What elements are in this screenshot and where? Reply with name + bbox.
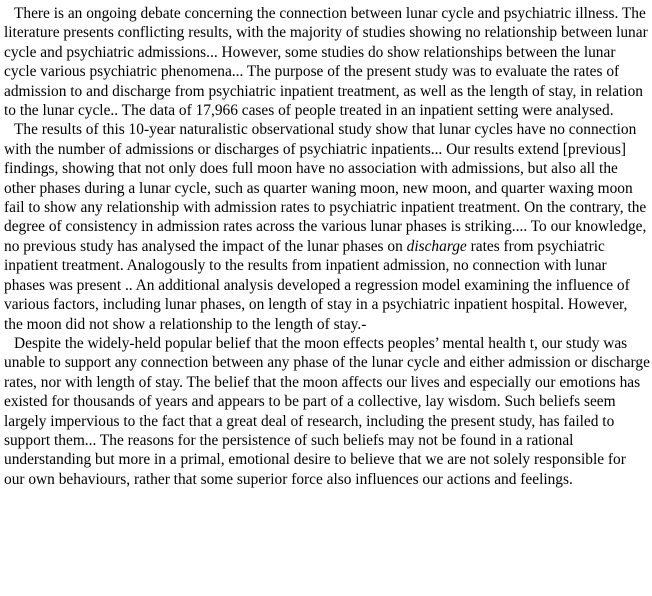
- paragraph-2: [4, 120, 650, 333]
- paragraph-1-text: There is an ongoing debate concerning the connection between lunar cycle and psychiatric illness. The literature presents conflicting results, with the majority of studies showing no relationship between lunar cycle and psychiatric admissions... However, some studies do show relationships between the lunar cycle various psychiatric phenomena... The purpose of the present study was to evaluate the rates of admission to and discharge from psychiatric inpatient treatment, as well as the length of stay, in relation to the lunar cycle.. The data of 17,966 cases of people treated in an inpatient setting were analysed.: [4, 5, 648, 120]
- paragraph-3-text: Despite the widely-held popular belief that the moon effects peoples’ mental health t, our study was unable to support any connection between any phase of the lunar cycle and either admission or discharge rates, nor with length of stay. The belief that the moon affects our lives and especially our emotions has existed for thousands of years and appears to be part of a collective, lay wisdom. Such beliefs seem largely impervious to the fact that a great deal of research, including the present study, has failed to support them... The reasons for the persistence of such beliefs may not be found in a rational understanding but more in a primal, emotional desire to believe that we are not solely responsible for our own behaviours, rather that some superior force also influences our actions and feelings.: [4, 334, 650, 488]
- paragraph-2-text-a: The results of this 10-year naturalistic observational study show that lunar cycles have no connection with the number of admissions or discharges of psychiatric inpatients... Our results extend [previous] findings, showing that not only does full moon have no association with admissions, but also all the other phases during a lunar cycle, such as quarter waning moon, new moon, and quarter waxing moon fail to show any relationship with admission rates to psychiatric inpatient treatment. On the contrary, the degree of consistency in admission rates across the various lunar phases is striking.... To our knowledge, no previous study has analysed the impact of the lunar phases on: [4, 121, 647, 255]
- paragraph-2-text-b: rates from psychiatric inpatient treatment. Analogously to the results from inpatient admission, no connection with lunar phases was present .. An additional analysis developed a regression model examining the influence of various factors, including lunar phases, on length of stay in a psychiatric inpatient hospital. However, the moon did not show a relationship to the length of stay.-: [4, 237, 630, 333]
- paragraph-3: [4, 334, 650, 489]
- paragraph-2-italic-discharge: discharge: [406, 237, 467, 255]
- paragraph-1: [4, 4, 650, 120]
